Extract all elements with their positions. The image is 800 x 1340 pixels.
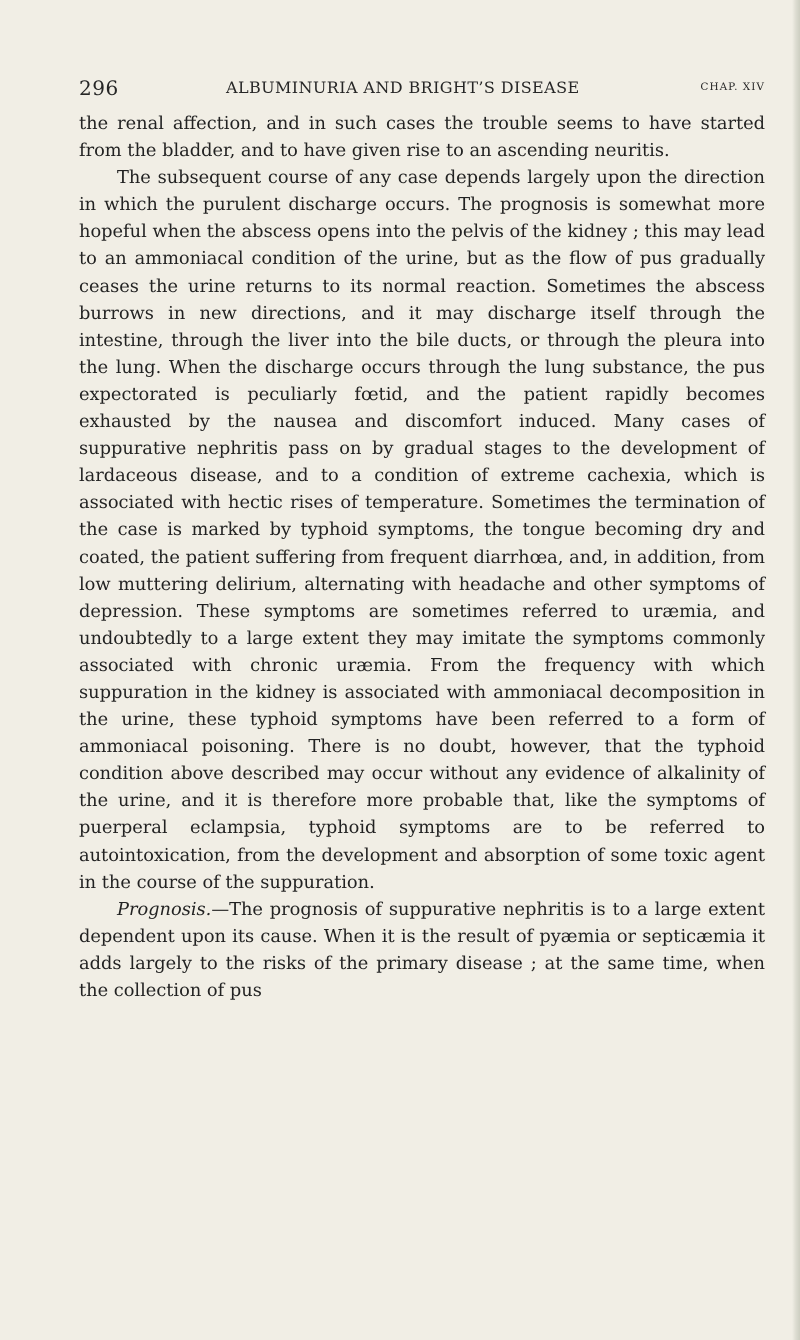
paragraph-prognosis	[79, 896, 765, 1004]
body-text	[79, 110, 765, 1004]
prognosis-heading: Prognosis.	[117, 898, 212, 920]
paragraph-continued: the renal affection, and in such cases the trouble seems to have started from the bladder, and to have given rise to an ascending neuritis.	[79, 113, 765, 162]
running-title: ALBUMINURIA AND BRIGHT’S DISEASE	[226, 78, 580, 97]
chapter-reference: CHAP. XIV	[700, 81, 765, 93]
paragraph-course: The subsequent course of any case depends largely upon the direction in which the purulent discharge occurs. The prognosis is somewhat more hopeful when the abscess opens into the pelvis of the kidney ; this may lead to an ammoniacal condition of the urine, but as the flow of pus gradually ceases the urine returns to its normal reaction. Sometimes the abscess burrows in new directions, and it may discharge itself through the intestine, through the liver into the bile ducts, or through the pleura into the lung. When the discharge occurs through the lung substance, the pus expectorated is peculiarly fœtid, and the patient rapidly becomes exhausted by the nausea and discomfort induced. Many cases of suppurative nephritis pass on by gradual stages to the development of lardaceous disease, and to a condition of extreme cachexia, which is associated with hectic rises of temperature. Sometimes the termination of the case is marked by typhoid symptoms, the tongue becoming dry and coated, the patient suffering from frequent diarrhœa, and, in addition, from low muttering delirium, alternating with headache and other symptoms of depression. These symptoms are sometimes referred to uræmia, and undoubtedly to a large extent they may imitate the symptoms commonly associated with chronic uræmia. From the frequency with which suppuration in the kidney is associated with ammoniacal decomposition in the urine, these typhoid symptoms have been referred to a form of ammoniacal poisoning. There is no doubt, however, that the typhoid condition above described may occur without any evidence of alkalinity of the urine, and it is therefore more probable that, like the symptoms of puerperal eclampsia, typhoid symptoms are to be referred to autointoxication, from the development and absorption of some toxic agent in the course of the suppuration.	[79, 167, 765, 893]
running-head	[79, 76, 765, 100]
prognosis-text: —The prognosis of suppurative nephritis is to a large extent dependent upon its cause. When it is the result of pyæmia or septicæmia it adds largely to the risks of the primary disease ; at the same time, when the collection of pus	[79, 898, 765, 1001]
page-number: 296	[79, 76, 119, 100]
page-edge-shadow	[792, 0, 800, 1340]
